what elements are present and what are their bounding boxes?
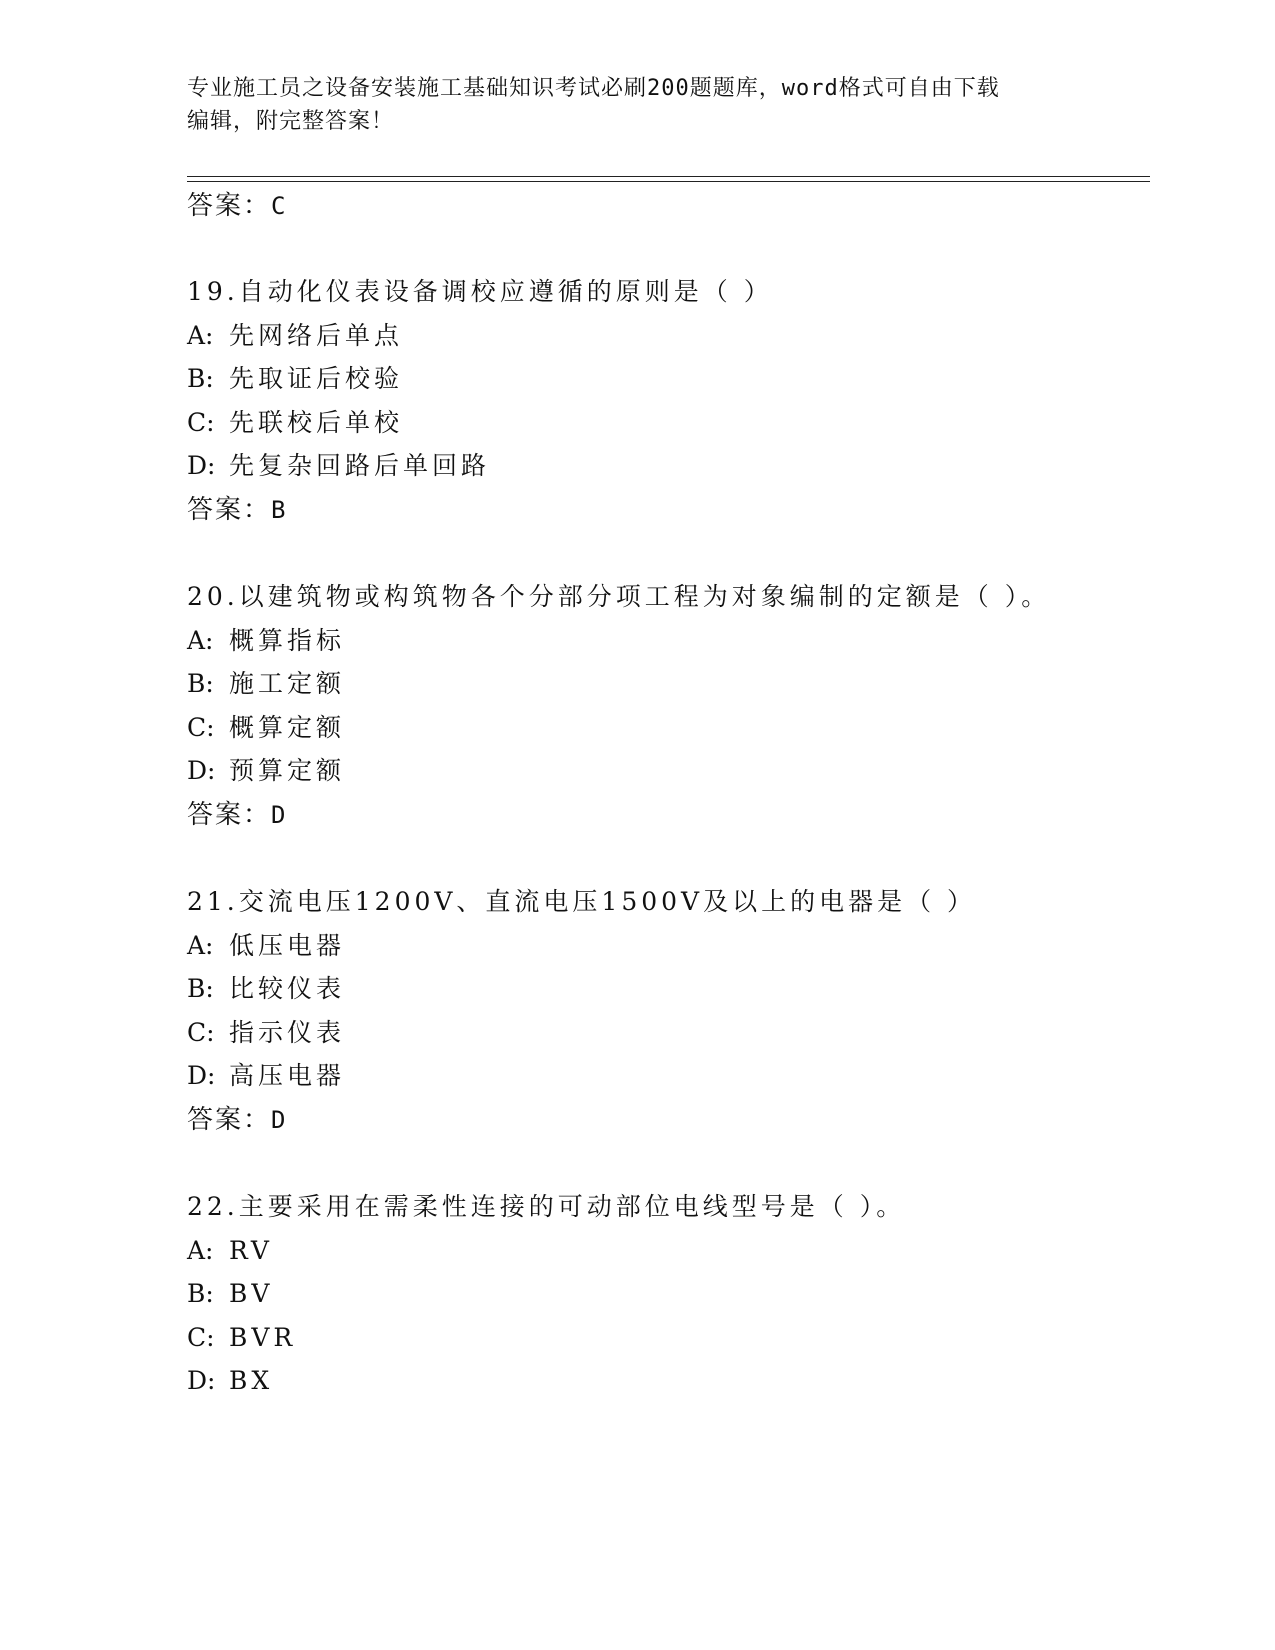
question-21-answer [187,1104,285,1136]
question-21-option-c [187,1017,345,1049]
answer-value: C [271,192,286,220]
option-text: 指示仪表 [229,1018,346,1047]
option-text: 高压电器 [229,1061,346,1090]
question-20-option-b [187,668,345,700]
option-key: A: [187,321,214,350]
option-text: RV [229,1236,273,1265]
option-text: BV [229,1279,274,1308]
question-20-answer [187,799,285,831]
option-text: 先网络后单点 [229,321,404,350]
option-key: A: [187,1236,214,1265]
answer-value: D [271,801,286,829]
option-text: BVR [229,1323,297,1352]
option-key: C: [187,713,215,742]
question-20-stem: 20.以建筑物或构筑物各个分部分项工程为对象编制的定额是（ ）。 [187,582,1051,611]
question-21-option-b [187,973,345,1005]
option-text: 比较仪表 [229,974,346,1003]
question-20-option-d [187,755,345,787]
question-22-option-a [187,1235,273,1267]
option-text: BX [229,1366,274,1395]
question-21-option-d [187,1060,345,1092]
question-20-option-c [187,712,345,744]
question-19-option-d [187,450,490,482]
question-20-option-a [187,625,345,657]
option-key: C: [187,1018,215,1047]
question-21-stem: 21.交流电压1200V、直流电压1500V及以上的电器是（ ） [187,887,977,916]
question-22-option-b [187,1278,273,1310]
answer-label: 答案： [187,495,272,525]
question-21-option-a [187,930,345,962]
header-line-2: 编辑，附完整答案！ [187,109,395,134]
option-key: B: [187,364,214,393]
option-text: 施工定额 [229,669,346,698]
option-text: 预算定额 [229,756,346,785]
option-key: B: [187,669,214,698]
document-header [187,72,1067,138]
question-19-answer [187,494,285,526]
header-divider-bottom [187,181,1150,182]
option-key: A: [187,626,214,655]
answer-label: 答案： [187,800,272,830]
option-text: 先复杂回路后单回路 [229,451,491,480]
option-key: D: [187,1061,216,1090]
question-19-option-c [187,407,403,439]
option-text: 先联校后单校 [229,408,404,437]
option-key: D: [187,451,216,480]
question-22-option-d [187,1365,273,1397]
header-divider-top [187,176,1150,177]
option-text: 低压电器 [229,931,346,960]
option-text: 概算定额 [229,713,346,742]
answer-label: 答案： [187,191,272,221]
option-key: D: [187,1366,216,1395]
question-19-option-a [187,320,403,352]
option-key: A: [187,931,214,960]
question-22-option-c [187,1322,296,1354]
option-key: B: [187,974,214,1003]
option-key: C: [187,1323,215,1352]
answer-prev [187,190,285,222]
answer-value: B [271,496,286,524]
option-text: 概算指标 [229,626,346,655]
question-22-stem: 22.主要采用在需柔性连接的可动部位电线型号是（ ）。 [187,1192,906,1221]
header-line-1: 专业施工员之设备安装施工基础知识考试必刷200题题库，word格式可自由下载 [187,76,1000,101]
option-key: D: [187,756,216,785]
answer-value: D [271,1106,286,1134]
option-text: 先取证后校验 [229,364,404,393]
question-19-stem: 19.自动化仪表设备调校应遵循的原则是（ ） [187,277,773,306]
question-19-option-b [187,363,403,395]
option-key: C: [187,408,215,437]
option-key: B: [187,1279,214,1308]
answer-label: 答案： [187,1105,272,1135]
